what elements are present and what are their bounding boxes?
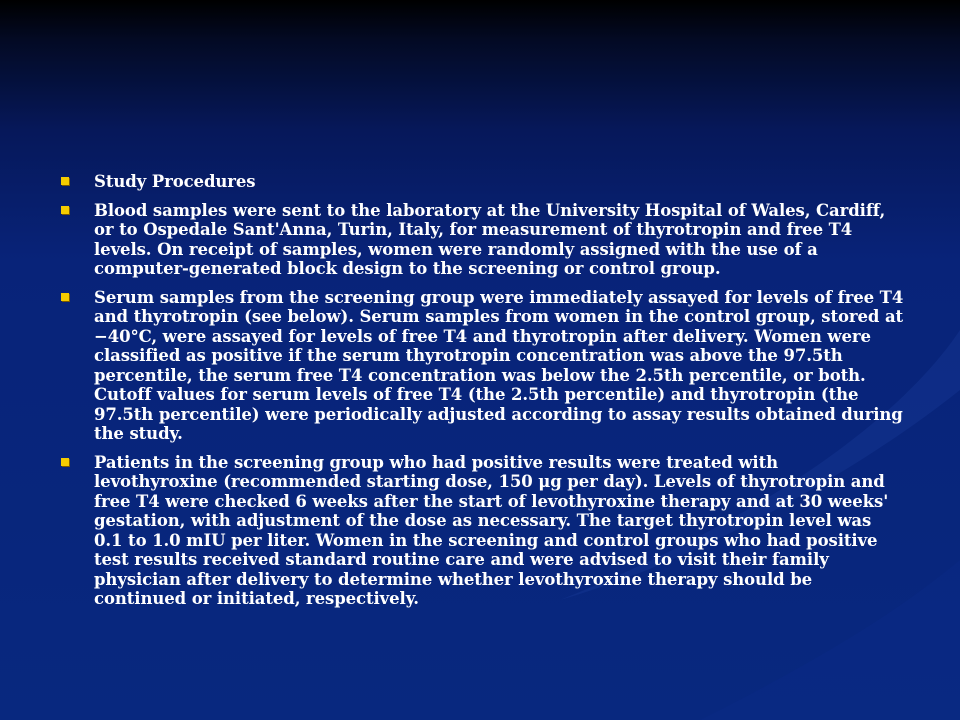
bullet-item-study-procedures [56,172,904,192]
square-bullet-icon [61,206,69,214]
bullet-item-blood-samples [56,201,904,279]
bullet-list [56,172,904,609]
bullet-item-patients-treatment [56,453,904,609]
bullet-text: Serum samples from the screening group were immediately assayed for levels of free T4 and thyrotropin (see below). Serum samples from women in the control group, stored at −40°C, were assayed for levels of free T4 and thyrotropin after delivery. Women were classified as positive if the serum thyrotropin concentration was above the 97.5th percentile, the serum free T4 concentration was below the 2.5th percentile, or both. Cutoff values for serum levels of free T4 (the 2.5th percentile) and thyrotropin (the 97.5th percentile) were periodically adjusted according to assay results obtained during the study. [94,287,904,443]
square-bullet-icon [61,293,69,301]
bullet-text: Patients in the screening group who had positive results were treated with levothyroxine (recommended starting dose, 150 μg per day). Levels of thyrotropin and free T4 were checked 6 weeks after the start of levothyroxine therapy and at 30 weeks' gestation, with adjustment of the dose as necessary. The target thyrotropin level was 0.1 to 1.0 mIU per liter. Women in the screening and control groups who had positive test results received standard routine care and were advised to visit their family physician after delivery to determine whether levothyroxine therapy should be continued or initiated, respectively. [94,452,889,608]
bullet-text: Study Procedures [94,172,256,191]
slide-content [56,172,904,618]
square-bullet-icon [61,458,69,466]
square-bullet-icon [61,177,69,185]
bullet-item-serum-samples [56,288,904,444]
bullet-text: Blood samples were sent to the laboratory at the University Hospital of Wales, Cardiff, or to Ospedale Sant'Anna, Turin, Italy, for measurement of thyrotropin and free T4 levels. On receipt of samples, women were randomly assigned with the use of a computer-generated block design to the screening or control group. [94,200,886,278]
